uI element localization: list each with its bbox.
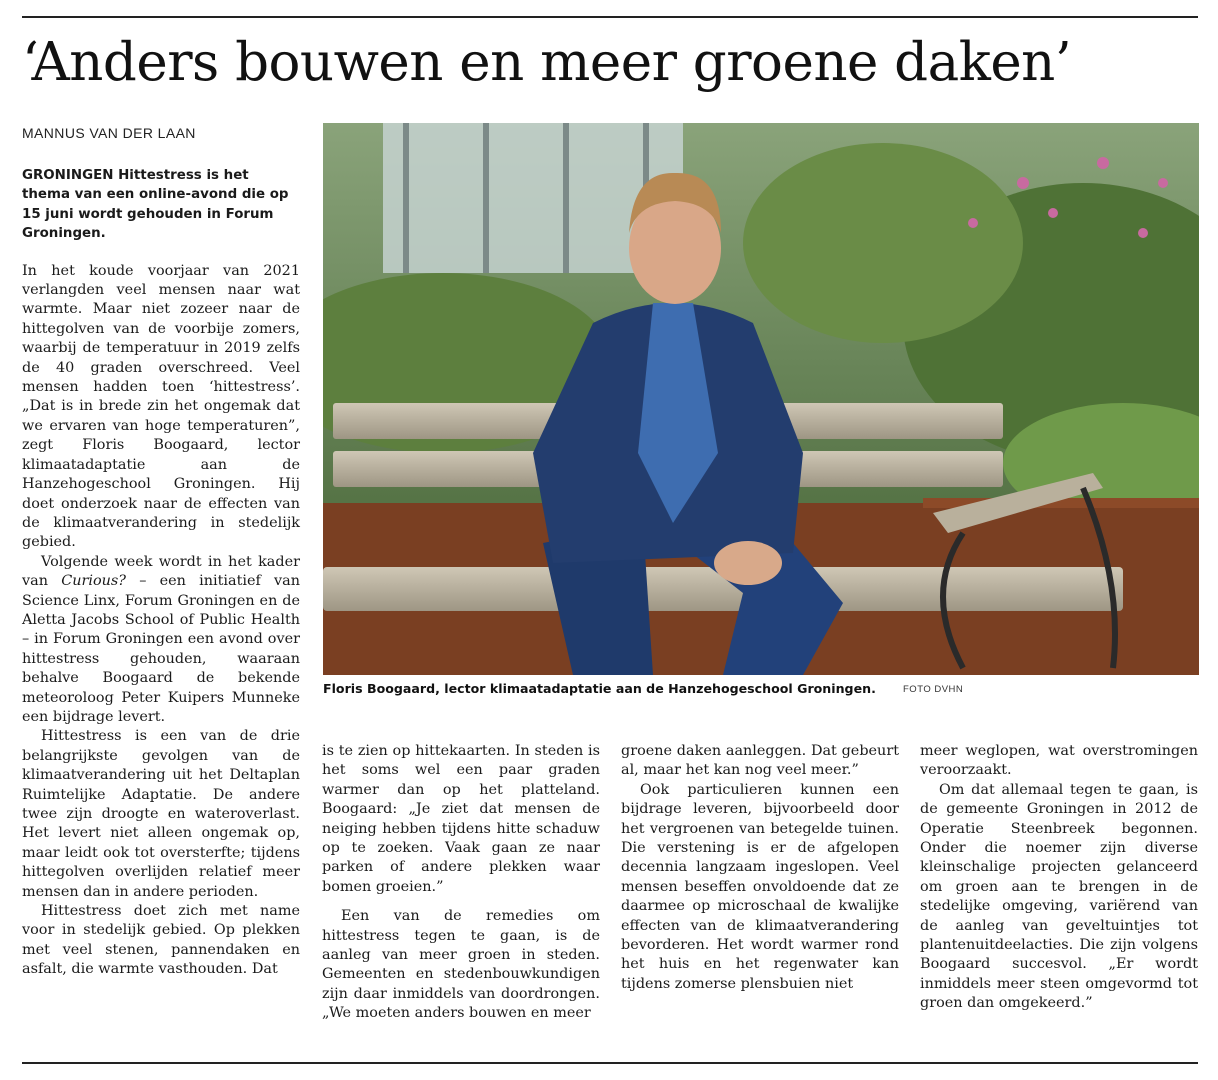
event-name: Curious?: [61, 573, 126, 590]
dateline: GRONINGEN: [22, 168, 114, 183]
body-paragraph: Een van de remedies om hittestress tegen te gaan, is de aanleg van meer groen in steden. Gemeenten en stedenbouwkundigen zijn daar inmiddels van doordrongen. „We moeten anders bouwen en meer: [322, 908, 600, 1022]
body-text: – een initiatief van Science Linx, Forum Groningen en de Aletta Jacobs School of Public Health – in Forum Groningen een avond over hittestress gehouden, waaraan behalve Boogaard de bekende meteoroloog Peter Kuipers Munneke een bijdrage levert.: [22, 573, 300, 725]
column-1: [22, 166, 300, 980]
body-paragraph: Om dat allemaal tegen te gaan, is de gemeente Groningen in 2012 de Operatie Steenbreek begonnen. Onder die noemer zijn diverse kleinschalige projecten gelanceerd om groen aan te brengen in de stedelijke omgeving, variërend van de aanleg van geveltuintjes tot plantenuitdeelacties. Die zijn volgens Boogaard succesvol. „Er wordt inmiddels meer steen omgevormd tot groen dan omgekeerd.”: [920, 781, 1198, 1012]
body-paragraph: In het koude voorjaar van 2021 verlangden veel mensen naar wat warmte. Maar niet zozeer naar de hittegolven van de voorbije zomers, waarbij de temperatuur in 2019 zelfs de 40 graden overschreed. Veel mensen hadden toen ‘hittestress’. „Dat is in brede zin het ongemak dat we ervaren van hoge temperaturen”, zegt Floris Boogaard, lector klimaatadaptatie aan de Hanzehogeschool Groningen. Hij doet onderzoek naar de effecten van de klimaatverandering in stedelijk gebied.: [22, 262, 300, 551]
bottom-rule: [22, 1062, 1198, 1064]
body-paragraph: Ook particulieren kunnen een bijdrage leveren, bijvoorbeeld door het vergroenen van betegelde tuinen. Die verstening is er de afgelopen decennia langzaam ingeslopen. Veel mensen beseffen onvoldoende dat ze daarmee op microschaal de kwalijke effecten van de klimaatverandering bevorderen. Het wordt warmer rond het huis en het regenwater kan tijdens zomerse plensbuien niet: [621, 781, 899, 992]
body-paragraph: Hittestress doet zich met name voor in stedelijk gebied. Op plekken met veel stenen, pannendaken en asfalt, die warmte vasthouden. Dat: [22, 903, 300, 978]
body-paragraph: meer weglopen, wat overstromingen veroorzaakt.: [920, 743, 1198, 779]
body-paragraph: Hittestress is een van de drie belangrijkste gevolgen van de klimaatverandering uit het Deltaplan Ruimtelijke Adaptatie. De andere twee zijn droogte en wateroverlast. Het levert niet alleen ongemak op, maar leidt ook tot oversterfte; tijdens hittegolven overlijden relatief meer mensen dan in andere perioden.: [22, 728, 300, 900]
body-paragraph: is te zien op hittekaarten. In steden is het soms wel een paar graden warmer dan op het platteland. Boogaard: „Je ziet dat mensen de neiging hebben tijdens hitte schaduw op te zoeken. Vaak gaan ze naar parken of andere plekken waar bomen groeien.”: [322, 743, 600, 895]
column-4: [920, 742, 1198, 1014]
photo-credit: FOTO DVHN: [903, 684, 964, 695]
paragraph-gap: [322, 897, 600, 907]
top-rule: [22, 16, 1198, 18]
column-2: [322, 742, 600, 1024]
body-text: Volgende week wordt in het kader van: [22, 553, 300, 590]
lead-paragraph: [22, 166, 300, 244]
photo-illustration: [323, 123, 1199, 675]
headline: ‘Anders bouwen en meer groene daken’: [22, 32, 1072, 93]
lead-text: Hittestress is het thema van een online-avond die op 15 juni wordt gehouden in Forum Groningen.: [22, 168, 289, 242]
byline: MANNUS VAN DER LAAN: [22, 125, 196, 141]
column-3: [621, 742, 899, 994]
body-paragraph: groene daken aanleggen. Dat gebeurt al, maar het kan nog veel meer.”: [621, 743, 899, 779]
article-photo: [323, 123, 1199, 675]
photo-caption: Floris Boogaard, lector klimaatadaptatie aan de Hanzehogeschool Groningen.: [323, 681, 876, 696]
body-paragraph: [22, 553, 300, 728]
